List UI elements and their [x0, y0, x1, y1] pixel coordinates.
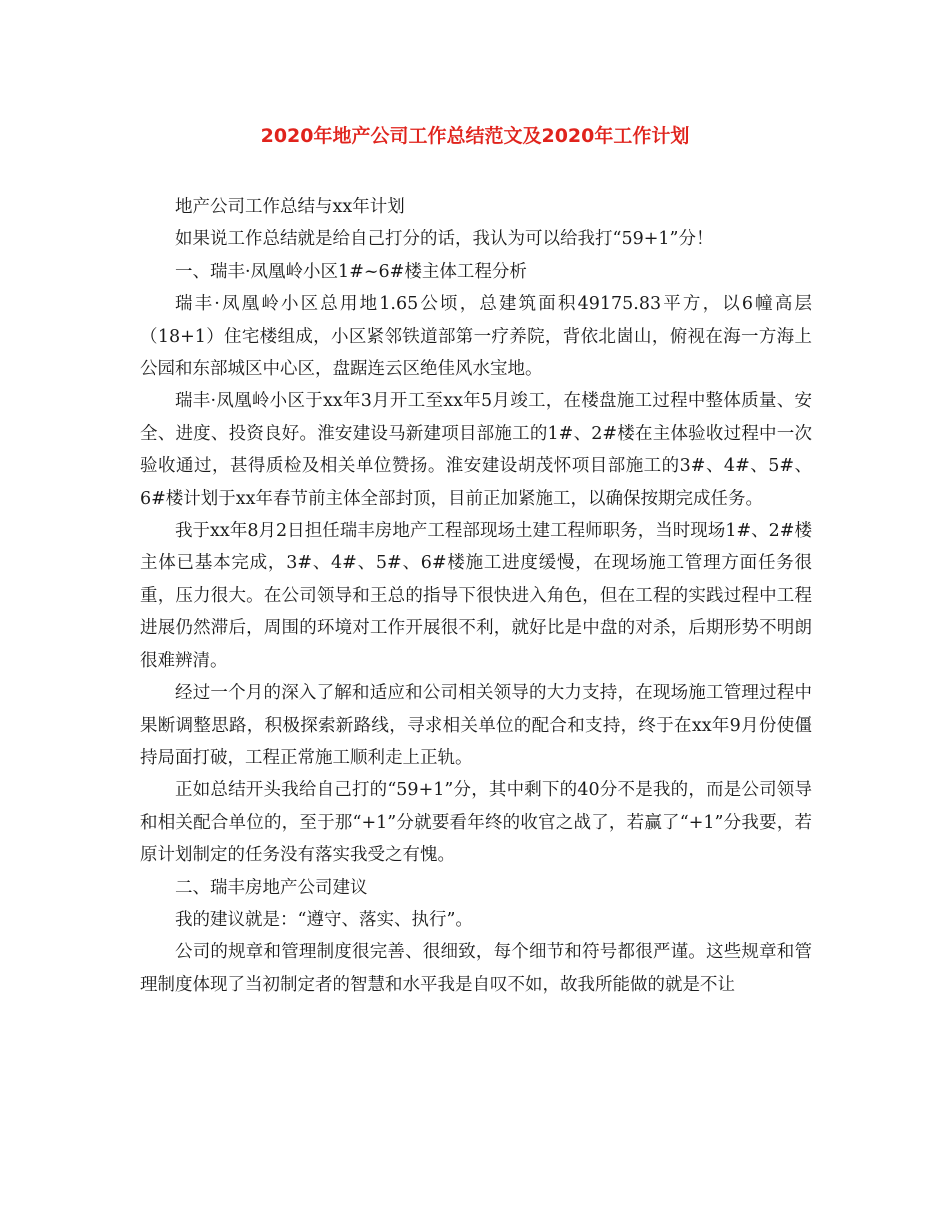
paragraph: 瑞丰·凤凰岭小区总用地1.65公顷，总建筑面积49175.83平方，以6幢高层（18+1）住宅楼组成，小区紧邻铁道部第一疗养院，背依北崮山，俯视在海一方海上公园和东部城区中心区，盘踞连云区绝佳风水宝地。 [140, 294, 812, 380]
paragraph-subtitle: 地产公司工作总结与xx年计划 [175, 197, 405, 217]
paragraph-intro: 如果说工作总结就是给自己打分的话，我认为可以给我打“59+1”分！ [175, 229, 714, 250]
document-body [140, 191, 812, 1001]
paragraph: 瑞丰·凤凰岭小区于xx年3月开工至xx年5月竣工，在楼盘施工过程中整体质量、安全、进度、投资良好。淮安建设马新建项目部施工的1#、2#楼在主体验收过程中一次验收通过，甚得质检及相关单位赞扬。淮安建设胡茂怀项目部施工的3#、4#、5#、6#楼计划于xx年春节前主体全部封顶，目前正加紧施工，以确保按期完成任务。 [140, 391, 812, 509]
paragraph: 正如总结开头我给自己打的“59+1”分，其中剩下的40分不是我的，而是公司领导和相关配合单位的，至于那“+1”分就要看年终的收官之战了，若赢了“+1”分我要，若原计划制定的任务没有落实我受之有愧。 [140, 780, 812, 866]
paragraph: 公司的规章和管理制度很完善、很细致，每个细节和符号都很严谨。这些规章和管理制度体现了当初制定者的智慧和水平我是自叹不如，故我所能做的就是不让 [140, 942, 812, 995]
section-heading-2: 二、瑞丰房地产公司建议 [175, 877, 368, 898]
section-heading-1: 一、瑞丰·凤凰岭小区1#~6#楼主体工程分析 [175, 261, 527, 282]
paragraph: 我于xx年8月2日担任瑞丰房地产工程部现场土建工程师职务，当时现场1#、2#楼主体已基本完成，3#、4#、5#、6#楼施工进度缓慢，在现场施工管理方面任务很重，压力很大。在公司领导和王总的指导下很快进入角色，但在工程的实践过程中工程进展仍然滞后，周围的环境对工作开展很不利，就好比是中盘的对杀，后期形势不明朗很难辨清。 [140, 521, 812, 671]
document-title: 2020年地产公司工作总结范文及2020年工作计划 [260, 125, 690, 147]
paragraph: 我的建议就是：“遵守、落实、执行”。 [175, 909, 473, 930]
paragraph: 经过一个月的深入了解和适应和公司相关领导的大力支持，在现场施工管理过程中果断调整思路，积极探索新路线，寻求相关单位的配合和支持，终于在xx年9月份使僵持局面打破，工程正常施工顺利走上正轨。 [140, 683, 812, 768]
